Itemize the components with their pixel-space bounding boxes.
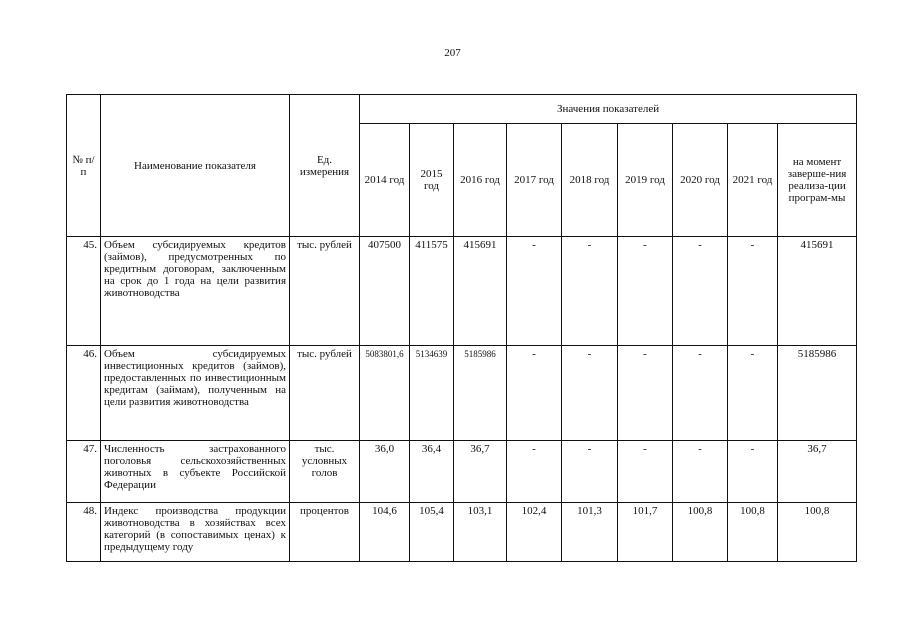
header-year-2021: 2021 год xyxy=(728,124,778,237)
header-year-2014: 2014 год xyxy=(360,124,410,237)
value-2019: - xyxy=(618,441,673,503)
value-final: 5185986 xyxy=(778,346,857,441)
value-2016: 415691 xyxy=(454,237,507,346)
value-final: 415691 xyxy=(778,237,857,346)
header-name: Наименование показателя xyxy=(101,95,290,237)
value-2017: - xyxy=(507,441,562,503)
value-2015: 36,4 xyxy=(410,441,454,503)
value-2017: - xyxy=(507,237,562,346)
table-row xyxy=(67,441,857,503)
value-final: 100,8 xyxy=(778,503,857,562)
table-row xyxy=(67,503,857,562)
value-2015: 5134639 xyxy=(410,346,454,441)
value-2018: - xyxy=(562,346,618,441)
header-year-2020: 2020 год xyxy=(673,124,728,237)
value-2020: - xyxy=(673,441,728,503)
value-2017: 102,4 xyxy=(507,503,562,562)
header-final: на момент заверше-ния реализа-ции програм-мы xyxy=(778,124,857,237)
header-year-2019: 2019 год xyxy=(618,124,673,237)
header-year-2015: 2015 год xyxy=(410,124,454,237)
indicators-table xyxy=(66,94,857,562)
value-2014: 407500 xyxy=(360,237,410,346)
value-2020: - xyxy=(673,237,728,346)
row-name: Численность застрахованного поголовья сельскохозяйственных животных в субъекте Российской Федерации xyxy=(101,441,290,503)
value-2017: - xyxy=(507,346,562,441)
header-year-2018: 2018 год xyxy=(562,124,618,237)
value-2015: 411575 xyxy=(410,237,454,346)
row-num: 47. xyxy=(67,441,101,503)
row-num: 46. xyxy=(67,346,101,441)
value-2021: 100,8 xyxy=(728,503,778,562)
value-2016: 5185986 xyxy=(454,346,507,441)
value-2016: 36,7 xyxy=(454,441,507,503)
row-unit: тыс. условных голов xyxy=(290,441,360,503)
row-unit: тыс. рублей xyxy=(290,346,360,441)
value-2020: - xyxy=(673,346,728,441)
row-num: 48. xyxy=(67,503,101,562)
value-final: 36,7 xyxy=(778,441,857,503)
value-2018: - xyxy=(562,441,618,503)
value-2020: 100,8 xyxy=(673,503,728,562)
header-values-group: Значения показателей xyxy=(360,95,857,124)
row-name: Объем субсидируемых кредитов (займов), предусмотренных по кредитным договорам, заключенным на срок до 1 года на цели развития животноводства xyxy=(101,237,290,346)
row-num: 45. xyxy=(67,237,101,346)
value-2014: 5083801,6 xyxy=(360,346,410,441)
page-number: 207 xyxy=(444,47,461,59)
row-name: Индекс производства продукции животноводства в хозяйствах всех категорий (в сопоставимых ценах) к предыдущему году xyxy=(101,503,290,562)
row-unit: тыс. рублей xyxy=(290,237,360,346)
value-2021: - xyxy=(728,346,778,441)
value-2019: - xyxy=(618,346,673,441)
value-2016: 103,1 xyxy=(454,503,507,562)
header-year-2017: 2017 год xyxy=(507,124,562,237)
table-row xyxy=(67,237,857,346)
header-row-top xyxy=(67,95,857,124)
header-year-2016: 2016 год xyxy=(454,124,507,237)
value-2018: - xyxy=(562,237,618,346)
value-2019: - xyxy=(618,237,673,346)
value-2015: 105,4 xyxy=(410,503,454,562)
value-2014: 36,0 xyxy=(360,441,410,503)
value-2018: 101,3 xyxy=(562,503,618,562)
header-num: № п/п xyxy=(67,95,101,237)
value-2021: - xyxy=(728,237,778,346)
table-row xyxy=(67,346,857,441)
header-unit: Ед. измерения xyxy=(290,95,360,237)
value-2014: 104,6 xyxy=(360,503,410,562)
value-2019: 101,7 xyxy=(618,503,673,562)
row-name: Объем субсидируемых инвестиционных кредитов (займов), предоставленных по инвестиционным кредитам (займам), полученным на цели развития животноводства xyxy=(101,346,290,441)
value-2021: - xyxy=(728,441,778,503)
row-unit: процентов xyxy=(290,503,360,562)
